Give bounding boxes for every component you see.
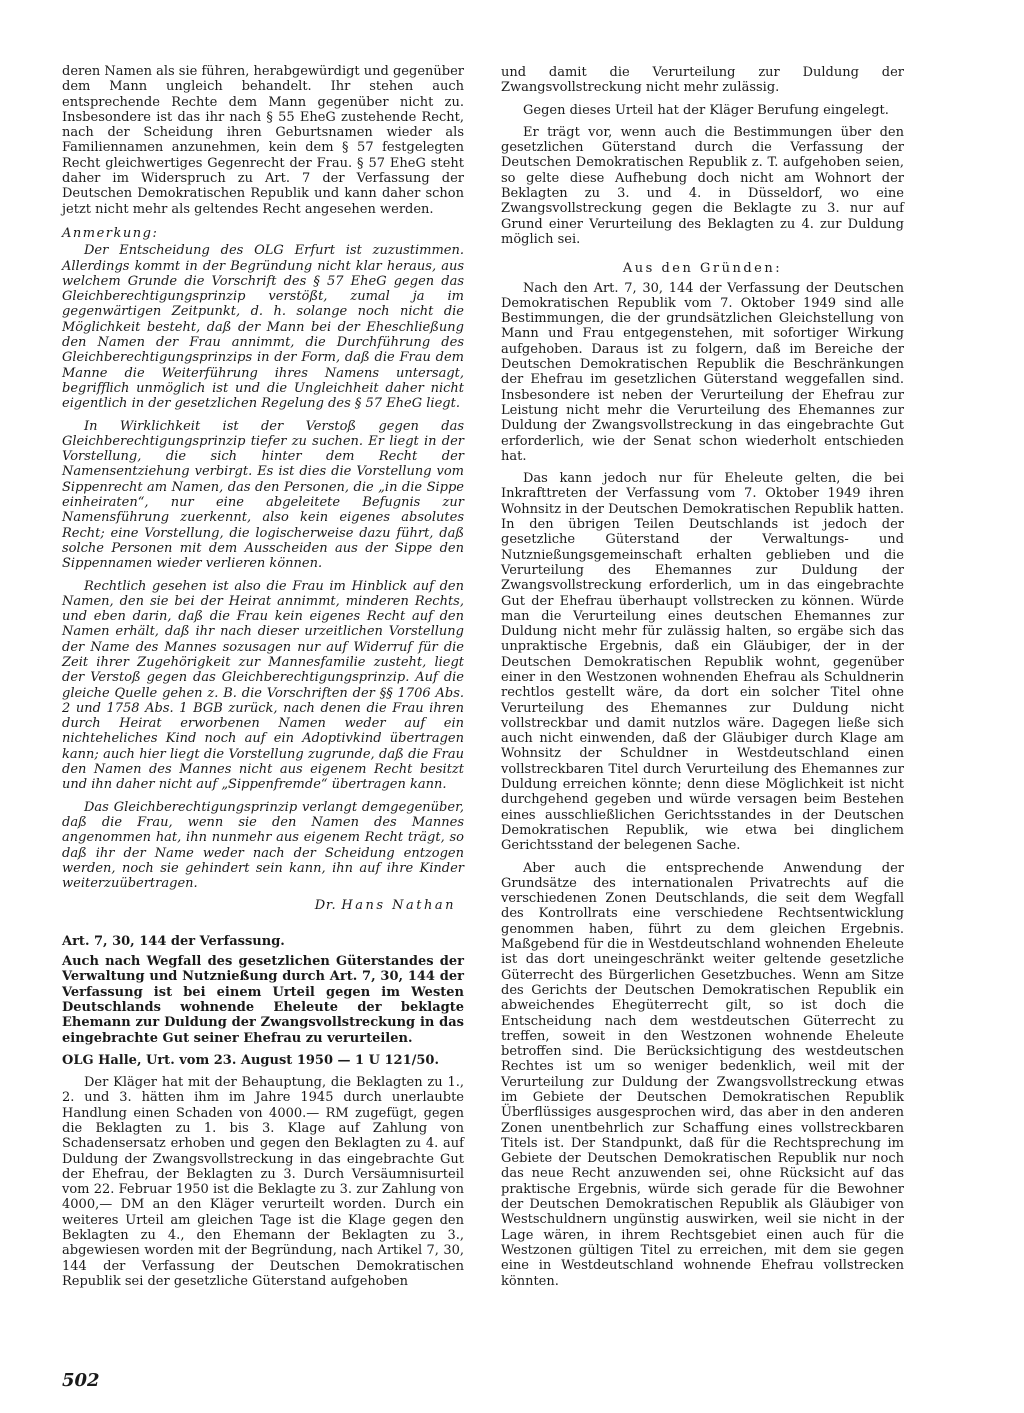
- author-signature: [62, 898, 464, 913]
- page-number: 502: [62, 1370, 100, 1391]
- right-paragraph-4: Nach den Art. 7, 30, 144 der Verfassung der Deutschen Demokratischen Republik vom 7. Oktober 1949 sind alle Bestimmungen, die der grundsätzlichen Gleichstellung von Mann und Frau entgegenstehen, mit sofortiger Wirkung aufgehoben. Daraus ist zu folgern, daß im Bereiche der Deutschen Demokratischen Republik die Beschränkungen der Ehefrau im gesetzlichen Güterstand weggefallen sind. Insbesondere ist neben der Verurteilung der Ehefrau zur Leistung nicht mehr die Verurteilung des Ehemannes zur Duldung der Zwangsvollstreckung in das eingebrachte Gut erforderlich, wie der Senat schon wiederholt entschieden hat.: [501, 280, 904, 464]
- left-column: [62, 64, 464, 1296]
- annotation-paragraph-2: In Wirklichkeit ist der Verstoß gegen das Gleichberechtigungsprinzip tiefer zu suchen. Er liegt in der Vorstellung, die sich hinter dem Recht der Namensentziehung verbirgt. Es ist dies die Vorstellung vom Sippenrecht am Namen, das den Personen, die „in die Sippe einheiraten“, nur eine abgeleitete Befugnis zur Namensführung zuerkennt, also kein eigenes absolutes Recht; eine Vorstellung, die logischerweise dazu führt, daß solche Personen mit dem Ausscheiden aus der Sippe den Sippennamen wieder verlieren können.: [62, 418, 464, 572]
- case-heading: Art. 7, 30, 144 der Verfassung.: [62, 933, 285, 949]
- facts-paragraph: Der Kläger hat mit der Behauptung, die Beklagten zu 1., 2. und 3. hätten ihm im Jahre 1945 durch unerlaubte Handlung einen Schaden von 4000.— RM zugefügt, gegen die Beklagten zu 1. bis 3. Klage auf Zahlung von Schadensersatz erhoben und gegen den Beklagten zu 4. auf Duldung der Zwangsvollstreckung in das eingebrachte Gut der Ehefrau, der Beklagten zu 3. Durch Versäumnisurteil vom 22. Februar 1950 ist die Beklagte zu 3. zur Zahlung von 4000,— DM an den Kläger verurteilt worden. Durch ein weiteres Urteil am gleichen Tage ist die Klage gegen den Beklagten zu 4., den Ehemann der Beklagten zu 3., abgewiesen worden mit der Begründung, nach Artikel 7, 30, 144 der Verfassung der Deutschen Demokratischen Republik sei der gesetzliche Güterstand aufgehoben: [62, 1075, 464, 1289]
- author-title: Dr.: [314, 898, 342, 914]
- right-paragraph-5: Das kann jedoch nur für Eheleute gelten, die bei Inkrafttreten der Verfassung vom 7. Oktober 1949 ihren Wohnsitz in der Deutschen Demokratischen Republik hatten. In den übrigen Teilen Deutschlands ist jedoch der gesetzliche Güterstand der Verwaltungs- und Nutznießungsgemeinschaft erhalten geblieben und die Verurteilung des Ehemannes zur Duldung der Zwangsvollstreckung erforderlich, um in das eingebrachte Gut der Ehefrau überhaupt vollstrecken zu können. Würde man die Verurteilung eines deutschen Ehemannes zur Duldung nicht mehr für zulässig halten, so ergäbe sich das unpraktische Ergebnis, daß ein Gläubiger, der in der Deutschen Demokratischen Republik wohnt, gegenüber einer in den Westzonen wohnenden Ehefrau als Schuldnerin rechtlos gestellt wäre, da dort ein solcher Titel ohne Verurteilung des Ehemannes zur Duldung nicht vollstreckbar und damit nutzlos wäre. Dagegen ließe sich auch nicht einwenden, daß der Gläubiger durch Klage am Wohnsitz der Schuldner in Westdeutschland einen vollstreckbaren Titel durch Verurteilung des Ehemannes zur Duldung erreichen könnte; denn diese Möglichkeit ist nicht durchgehend gegeben und würde versagen beim Bestehen eines ausschließlichen Gerichtsstandes in der Deutschen Demokratischen Republik, wie etwa bei dinglichem Gerichtsstand der belegenen Sache.: [501, 471, 904, 854]
- right-paragraph-3: Er trägt vor, wenn auch die Bestimmungen über den gesetzlichen Güterstand durch die Verfassung der Deutschen Demokratischen Republik z. T. aufgehoben seien, so gelte diese Aufhebung doch nicht am Wohnort der Beklagten zu 3. und 4. in Düsseldorf, wo eine Zwangsvollstreckung gegen die Beklagte zu 3. nur auf Grund einer Verurteilung des Beklagten zu 4. zur Duldung möglich sei.: [501, 124, 904, 247]
- annotation-block: [62, 226, 464, 914]
- annotation-paragraph-1: Der Entscheidung des OLG Erfurt ist zuzustimmen. Allerdings kommt in der Begründung nicht klar heraus, aus welchem Grunde die Vorschrift des § 57 EheG gegen das Gleichberechtigungsprinzip verstößt, zumal ja im gegenwärtigen Zeitpunkt, d. h. solange noch nicht die Möglichkeit besteht, daß der Mann bei der Eheschließung den Namen der Frau annimmt, die Durchführung des Gleichberechtigungsprinzips in der Form, daß die Frau dem Manne die Weiterführung ihres Namens untersagt, begrifflich unmöglich ist und die Ungleichheit daher nicht eigentlich in der gesetzlichen Regelung des § 57 EheG liegt.: [62, 243, 464, 412]
- reasons-heading: Aus den Gründen:: [622, 261, 783, 277]
- annotation-heading: Anmerkung:: [62, 225, 159, 241]
- left-paragraph-1: deren Namen als sie führen, herabgewürdigt und gegenüber dem Mann ungleich behandelt. Ihr stehen auch entsprechende Rechte dem Mann gegenüber nicht zu. Insbesondere ist das ihr nach § 55 EheG zustehende Recht, nach der Scheidung ihren Geburtsnamen wieder als Familiennamen anzunehmen, kein dem § 57 festgelegten Recht gleichwertiges Gegenrecht der Frau. § 57 EheG steht daher im Widerspruch zu Art. 7 der Verfassung der Deutschen Demokratischen Republik und kann daher schon jetzt nicht mehr als geltendes Recht angesehen werden.: [62, 64, 464, 217]
- headnote: Auch nach Wegfall des gesetzlichen Güterstandes der Verwaltung und Nutznießung durch Art. 7, 30, 144 der Verfassung ist bei einem Urteil gegen im Westen Deutschlands wohnende Eheleute der beklagte Ehemann zur Duldung der Zwangsvollstreckung in das eingebrachte Gut seiner Ehefrau zu verurteilen.: [62, 954, 464, 1046]
- right-paragraph-1: und damit die Verurteilung zur Duldung der Zwangsvollstreckung nicht mehr zulässig.: [501, 65, 904, 96]
- annotation-paragraph-3: Rechtlich gesehen ist also die Frau im Hinblick auf den Namen, den sie bei der Heirat annimmt, minderen Rechts, und eben darin, daß die Frau kein eigenes Recht auf den Namen erhält, daß ihr nach dieser urzeitlichen Vorstellung der Name des Mannes sozusagen nur auf Widerruf für die Zeit ihrer Zugehörigkeit zur Mannesfamilie zusteht, liegt der Verstoß gegen das Gleichberechtigungsprinzip. Auf die gleiche Quelle gehen z. B. die Vorschriften der §§ 1706 Abs. 2 und 1758 Abs. 1 BGB zurück, nach denen die Frau ihren durch Heirat erworbenen Namen weder auf ein nichteheliches Kind noch auf ein Adoptivkind übertragen kann; auch hier liegt die Vorstellung zugrunde, daß die Frau den Namen des Mannes nicht aus eigenem Recht besitzt und ihn daher nicht auf „Sippenfremde“ übertragen kann.: [62, 578, 464, 793]
- right-paragraph-2: Gegen dieses Urteil hat der Kläger Berufung eingelegt.: [523, 102, 889, 118]
- court-citation: OLG Halle, Urt. vom 23. August 1950 — 1 U 121/50.: [62, 1052, 439, 1068]
- author-name: Hans Nathan: [341, 898, 456, 914]
- annotation-paragraph-4: Das Gleichberechtigungsprinzip verlangt demgegenüber, daß die Frau, wenn sie den Namen des Mannes angenommen hat, ihn nunmehr aus eigenem Recht trägt, so daß ihr der Name weder nach der Scheidung entzogen werden, noch sie gehindert sein kann, ihn auf ihre Kinder weiterzuübertragen.: [62, 799, 464, 892]
- right-paragraph-6: Aber auch die entsprechende Anwendung der Grundsätze des internationalen Privatrechts auf die verschiedenen Zonen Deutschlands, die seit dem Wegfall des Kontrollrats eine verschiedene Rechtsentwicklung genommen haben, führt zu dem gleichen Ergebnis. Maßgebend für die in Westdeutschland wohnenden Eheleute ist das dort uneingeschränkt weiter geltende gesetzliche Güterrecht des Bürgerlichen Gesetzbuches. Wenn am Sitze des Gerichts der Deutschen Demokratischen Republik ein abweichendes Ehegüterrecht gilt, so ist doch die Entscheidung nach dem westdeutschen Güterrecht zu treffen, soweit in den Westzonen wohnende Eheleute betroffen sind. Die Berücksichtigung des westdeutschen Rechtes ist um so weniger bedenklich, weil mit der Verurteilung zur Duldung der Zwangsvollstreckung etwas im Gebiete der Deutschen Demokratischen Republik Überflüssiges ausgesprochen wird, das aber in den anderen Zonen unentbehrlich zur Schaffung eines vollstreckbaren Titels ist. Der Standpunkt, daß für die Rechtsprechung im Gebiete der Deutschen Demokratischen Republik nur noch das neue Recht anzuwenden sei, ohne Rücksicht auf das praktische Ergebnis, würde sich gerade für die Bewohner der Deutschen Demokratischen Republik als Gläubiger von Westschuldnern ungünstig auswirken, weil sie nicht in der Lage wären, in ihrem Rechtsgebiet einen auch für die Westzonen gültigen Titel zu erreichen, mit dem sie gegen eine in Westdeutschland wohnende Ehefrau vollstrecken könnten.: [501, 860, 904, 1289]
- right-column: [501, 65, 904, 1296]
